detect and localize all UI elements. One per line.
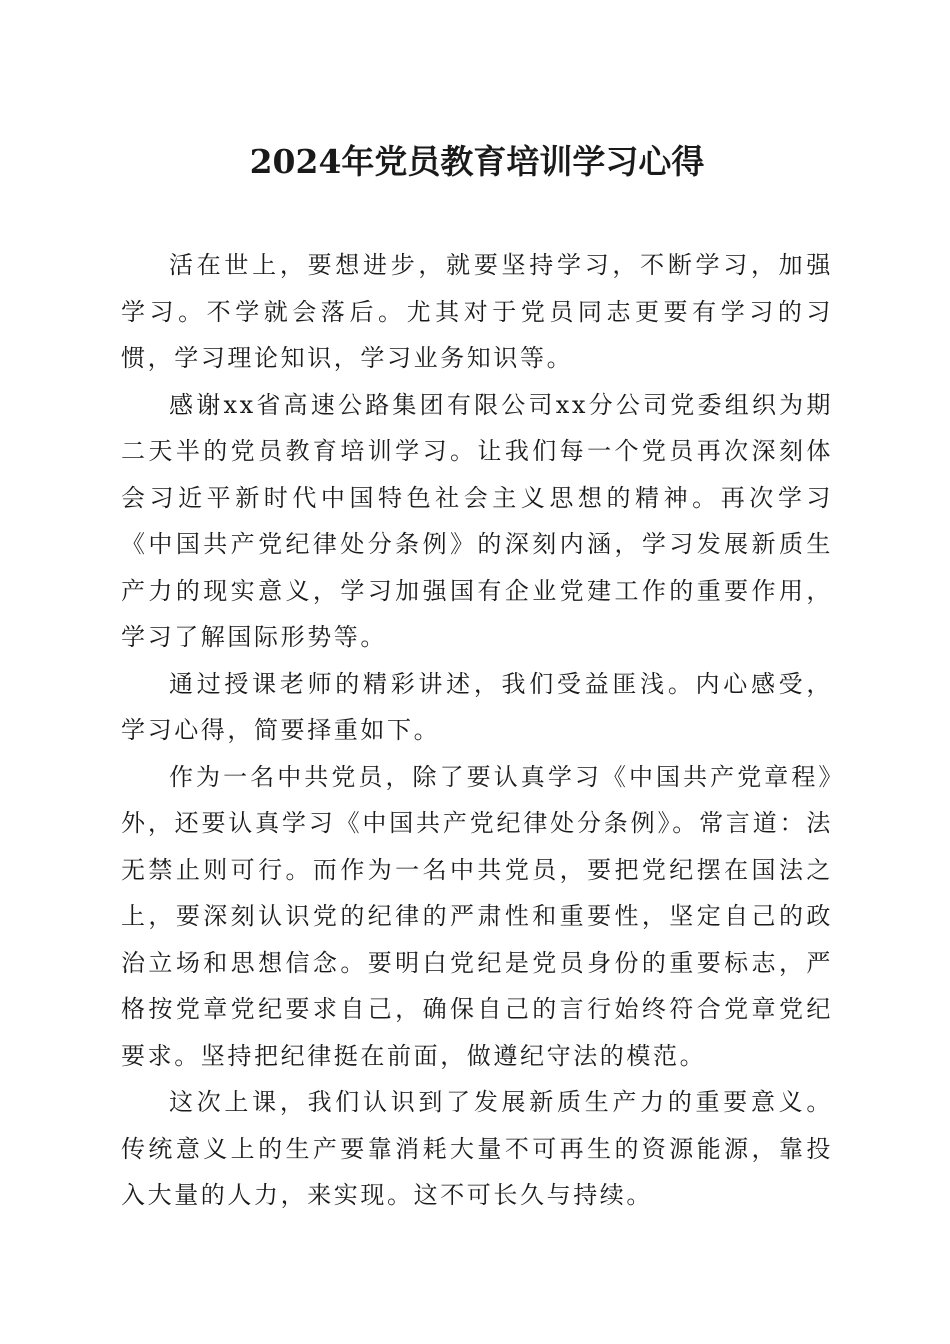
paragraph-3: 通过授课老师的精彩讲述，我们受益匪浅。内心感受，学习心得，简要择重如下。 (121, 669, 833, 744)
paragraph-4: 作为一名中共党员，除了要认真学习《中国共产党章程》外，还要认真学习《中国共产党纪律处分条例》。常言道：法无禁止则可行。而作为一名中共党员，要把党纪摆在国法之上，要深刻认识党的纪律的严肃性和重要性，坚定自己的政治立场和思想信念。要明白党纪是党员身份的重要标志，严格按党章党纪要求自己，确保自己的言行始终符合党章党纪要求。坚持把纪律挺在前面，做遵纪守法的模范。 (121, 762, 833, 1070)
paragraph-2: 感谢xx省高速公路集团有限公司xx分公司党委组织为期二天半的党员教育培训学习。让我们每一个党员再次深刻体会习近平新时代中国特色社会主义思想的精神。再次学习《中国共产党纪律处分条例》的深刻内涵，学习发展新质生产力的现实意义，学习加强国有企业党建工作的重要作用，学习了解国际形势等。 (121, 390, 833, 651)
document-body (121, 242, 833, 1219)
paragraph-5: 这次上课，我们认识到了发展新质生产力的重要意义。传统意义上的生产要靠消耗大量不可再生的资源能源，靠投入大量的人力，来实现。这不可长久与持续。 (121, 1088, 833, 1209)
document-page (121, 0, 833, 1219)
paragraph-1: 活在世上，要想进步，就要坚持学习，不断学习，加强学习。不学就会落后。尤其对于党员同志更要有学习的习惯，学习理论知识，学习业务知识等。 (121, 251, 833, 372)
document-title: 2024年党员教育培训学习心得 (249, 142, 705, 181)
